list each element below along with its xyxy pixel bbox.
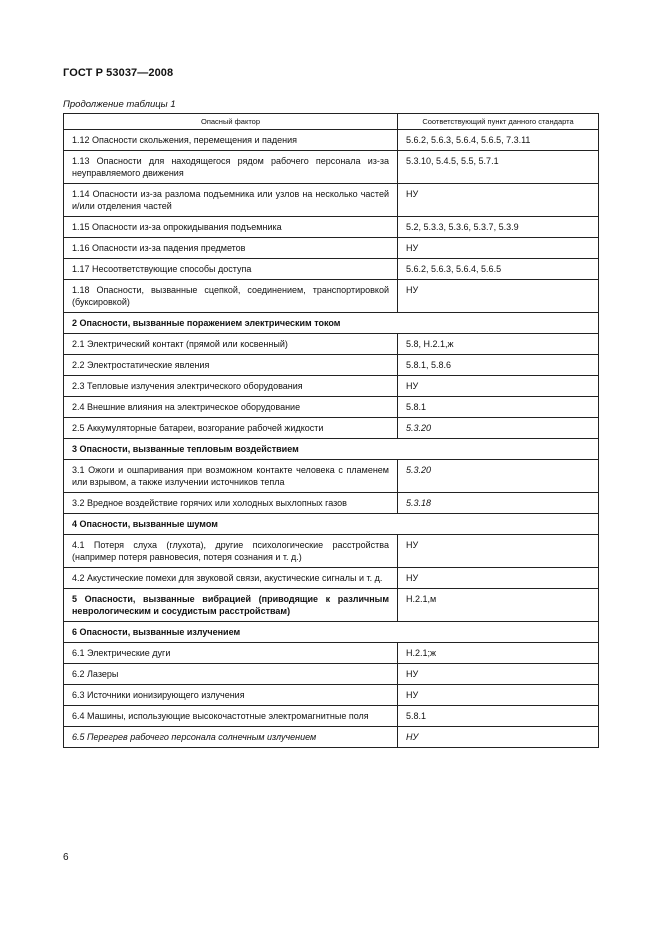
hazard-cell: 2.1 Электрический контакт (прямой или косвенный) <box>64 334 398 355</box>
reference-cell: НУ <box>398 568 599 589</box>
section-heading: 2 Опасности, вызванные поражением электрическим током <box>64 313 599 334</box>
table-row <box>64 238 599 259</box>
table-row <box>64 493 599 514</box>
reference-cell: 5.3.20 <box>398 418 599 439</box>
reference-cell: НУ <box>398 664 599 685</box>
reference-cell: 5.3.18 <box>398 493 599 514</box>
table-caption: Продолжение таблицы 1 <box>63 99 176 110</box>
reference-cell: НУ <box>398 685 599 706</box>
hazard-cell: 2.5 Аккумуляторные батареи, возгорание рабочей жидкости <box>64 418 398 439</box>
table-row <box>64 130 599 151</box>
hazard-cell: 6.3 Источники ионизирующего излучения <box>64 685 398 706</box>
reference-cell: 5.3.10, 5.4.5, 5.5, 5.7.1 <box>398 151 599 184</box>
reference-cell: 5.6.2, 5.6.3, 5.6.4, 5.6.5 <box>398 259 599 280</box>
table-row <box>64 568 599 589</box>
table-row <box>64 706 599 727</box>
section-row <box>64 439 599 460</box>
section-row <box>64 622 599 643</box>
hazard-cell: 5 Опасности, вызванные вибрацией (приводящие к различным неврологическим и сосудистым расстройствам) <box>64 589 398 622</box>
hazard-table <box>63 113 599 748</box>
table-row <box>64 151 599 184</box>
table-row <box>64 376 599 397</box>
hazard-cell: 4.1 Потеря слуха (глухота), другие психологические расстройства (например потеря равновесия, потеря сознания и т. д.) <box>64 535 398 568</box>
hazard-cell: 2.3 Тепловые излучения электрического оборудования <box>64 376 398 397</box>
reference-cell: НУ <box>398 280 599 313</box>
reference-cell: НУ <box>398 535 599 568</box>
hazard-cell: 1.15 Опасности из-за опрокидывания подъемника <box>64 217 398 238</box>
table-row <box>64 397 599 418</box>
reference-cell: 5.6.2, 5.6.3, 5.6.4, 5.6.5, 7.3.11 <box>398 130 599 151</box>
table-row <box>64 259 599 280</box>
hazard-cell: 1.18 Опасности, вызванные сцепкой, соединением, транспортировкой (буксировкой) <box>64 280 398 313</box>
table-row <box>64 355 599 376</box>
hazard-cell: 1.12 Опасности скольжения, перемещения и падения <box>64 130 398 151</box>
hazard-cell: 2.4 Внешние влияния на электрическое оборудование <box>64 397 398 418</box>
hazard-cell: 1.17 Несоответствующие способы доступа <box>64 259 398 280</box>
hazard-cell: 3.1 Ожоги и ошпаривания при возможном контакте человека с пламенем или взрывом, а также излучении источников тепла <box>64 460 398 493</box>
table-row <box>64 217 599 238</box>
reference-cell: 5.8.1, 5.8.6 <box>398 355 599 376</box>
reference-cell: НУ <box>398 238 599 259</box>
table-row <box>64 727 599 748</box>
table-row <box>64 535 599 568</box>
page-number: 6 <box>63 852 69 863</box>
hazard-cell: 6.1 Электрические дуги <box>64 643 398 664</box>
hazard-cell: 2.2 Электростатические явления <box>64 355 398 376</box>
table-row <box>64 418 599 439</box>
reference-cell: 5.8.1 <box>398 397 599 418</box>
column-header-factor: Опасный фактор <box>64 114 398 130</box>
column-header-reference: Соответствующий пункт данного стандарта <box>398 114 599 130</box>
hazard-cell: 1.13 Опасности для находящегося рядом рабочего персонала из-за неуправляемого движения <box>64 151 398 184</box>
table-row <box>64 184 599 217</box>
table-row <box>64 280 599 313</box>
reference-cell: 5.8, Н.2.1,ж <box>398 334 599 355</box>
table-row <box>64 664 599 685</box>
hazard-cell: 6.5 Перегрев рабочего персонала солнечным излучением <box>64 727 398 748</box>
hazard-cell: 3.2 Вредное воздействие горячих или холодных выхлопных газов <box>64 493 398 514</box>
reference-cell: НУ <box>398 727 599 748</box>
reference-cell: НУ <box>398 376 599 397</box>
section-row <box>64 514 599 535</box>
reference-cell: 5.2, 5.3.3, 5.3.6, 5.3.7, 5.3.9 <box>398 217 599 238</box>
section-row <box>64 313 599 334</box>
reference-cell: Н.2.1;ж <box>398 643 599 664</box>
hazard-cell: 6.2 Лазеры <box>64 664 398 685</box>
hazard-cell: 1.14 Опасности из-за разлома подъемника или узлов на несколько частей и/или отделения частей <box>64 184 398 217</box>
section-heading: 3 Опасности, вызванные тепловым воздействием <box>64 439 599 460</box>
table-row <box>64 589 599 622</box>
hazard-cell: 4.2 Акустические помехи для звуковой связи, акустические сигналы и т. д. <box>64 568 398 589</box>
section-heading: 6 Опасности, вызванные излучением <box>64 622 599 643</box>
table-row <box>64 685 599 706</box>
standard-header: ГОСТ Р 53037—2008 <box>63 67 174 79</box>
reference-cell: НУ <box>398 184 599 217</box>
table-row <box>64 460 599 493</box>
reference-cell: Н.2.1,м <box>398 589 599 622</box>
reference-cell: 5.3.20 <box>398 460 599 493</box>
table-row <box>64 334 599 355</box>
hazard-cell: 1.16 Опасности из-за падения предметов <box>64 238 398 259</box>
hazard-cell: 6.4 Машины, использующие высокочастотные электромагнитные поля <box>64 706 398 727</box>
table-row <box>64 643 599 664</box>
reference-cell: 5.8.1 <box>398 706 599 727</box>
section-heading: 4 Опасности, вызванные шумом <box>64 514 599 535</box>
table-header-row <box>64 114 599 130</box>
